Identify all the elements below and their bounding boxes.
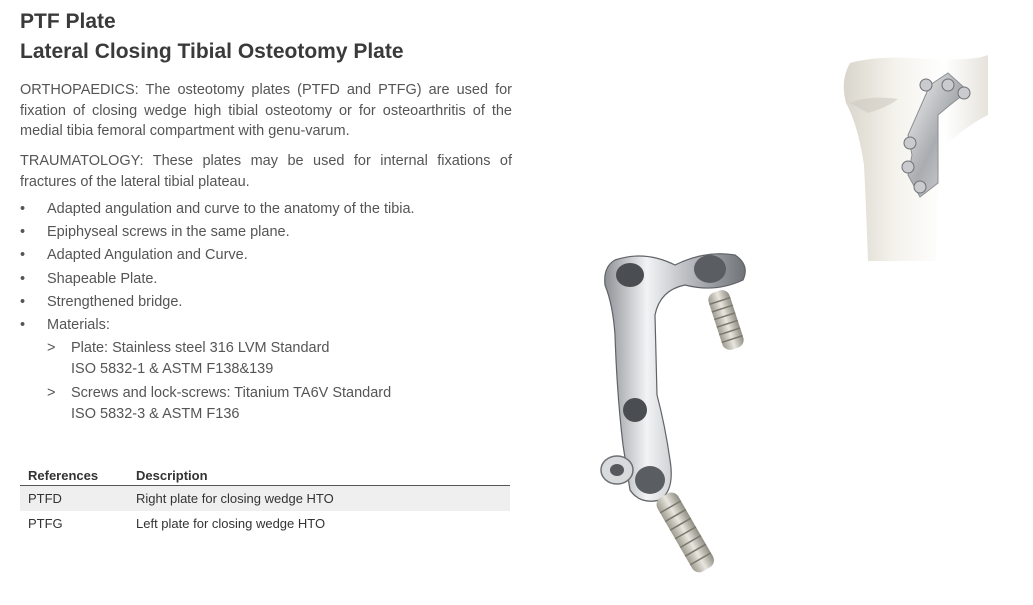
orthopaedics-paragraph: ORTHOPAEDICS: The osteotomy plates (PTFD and PTFG) are used for fixation of closing wedge high tibial osteotomy or for osteoarthritis of the medial tibia femoral compartment with genu-varum.: [20, 82, 512, 139]
osteotomy-plate-image: [575, 245, 775, 580]
table-row: [20, 486, 510, 512]
cell-reference: PTFG: [28, 516, 63, 531]
cell-description: Left plate for closing wedge HTO: [136, 516, 326, 531]
chevron-right-icon: >: [47, 385, 56, 401]
header-description: Description: [128, 465, 510, 486]
feature-list: [20, 198, 415, 337]
header-references: References: [20, 465, 128, 486]
feature-item: • Materials:: [20, 314, 415, 337]
material-screws-line1: Screws and lock-screws: Titanium TA6V Standard: [71, 385, 392, 401]
feature-item: • Adapted angulation and curve to the anatomy of the tibia.: [20, 198, 415, 221]
feature-item: • Adapted Angulation and Curve.: [20, 244, 415, 267]
cell-reference: PTFD: [20, 486, 128, 512]
references-table: [20, 465, 510, 536]
feature-item: • Epiphyseal screws in the same plane.: [20, 221, 415, 244]
tibia-bone-image: [838, 55, 988, 261]
table-header-row: [20, 465, 510, 486]
traumatology-paragraph: TRAUMATOLOGY: These plates may be used for internal fixations of fractures of the lateral tibial plateau.: [20, 153, 512, 190]
material-screws-line2: ISO 5832-3 & ASTM F136: [71, 405, 240, 422]
cell-description: Right plate for closing wedge HTO: [128, 486, 510, 512]
feature-item: • Strengthened bridge.: [20, 291, 415, 314]
table-row: [20, 511, 510, 536]
title-line-2: Lateral Closing Tibial Osteotomy Plate: [20, 40, 404, 63]
feature-item: • Shapeable Plate.: [20, 268, 415, 291]
material-plate-line1: Plate: Stainless steel 316 LVM Standard: [71, 340, 330, 356]
chevron-right-icon: >: [47, 340, 56, 356]
title-line-1: PTF Plate: [20, 10, 116, 33]
material-plate-line2: ISO 5832-1 & ASTM F138&139: [71, 360, 274, 377]
